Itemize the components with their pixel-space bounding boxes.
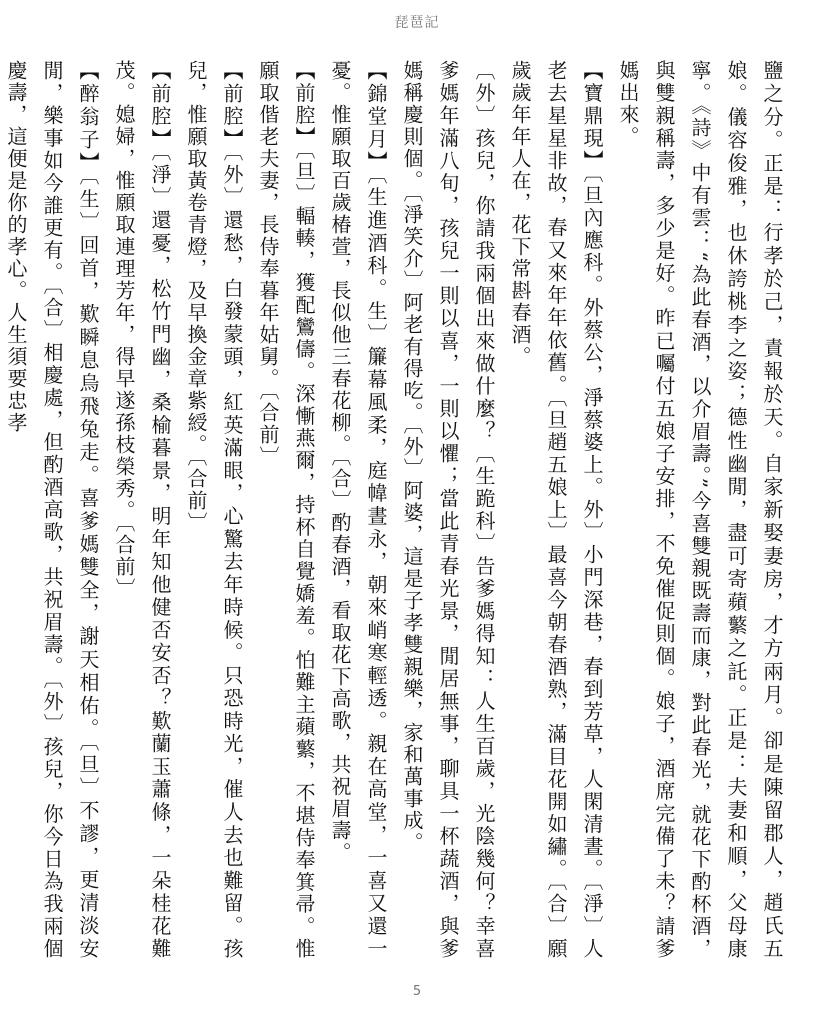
text-paragraph: 〔外〕孩兒，你請我兩個出來做什麼？〔生跪科〕告爹媽得知：人生百歲，光陰幾何？幸喜爹媽年滿八旬，孩兒一則以喜，一則以懼；當此青春光景，閒居無事，聊具一杯蔬酒，與爹媽稱慶則個。〔淨笑介〕阿老有得吃。〔外〕阿婆，這是子孝雙親樂，家和萬事成。 [400, 60, 496, 960]
vertical-text-body [4, 60, 790, 960]
text-paragraph: 【前腔】〔旦〕輻輳，獲配鸞儔。深慚燕爾，持杯自覺嬌羞。怕難主蘋蘩，不堪侍奉箕帚。惟願取偕老夫妻，長侍奉暮年姑舅。〔合前〕 [256, 60, 316, 960]
text-paragraph: 【前腔】〔外〕還愁，白發蒙頭，紅英滿眼，心驚去年時候。只恐時光，催人去也難留。孩兒，惟願取黃卷青燈，及早換金章紫綬。〔合前〕 [184, 60, 244, 960]
text-paragraph: 【寶鼎現】〔旦內應科。外蔡公，淨蔡婆上。外〕小門深巷，春到芳草，人閑清晝。〔淨〕人老去星星非故，春又來年年依舊。〔旦趙五娘上〕最喜今朝春酒熟，滿目花開如繡。〔合〕願歲歲年年人在，花下常斟春酒。 [508, 60, 604, 960]
text-paragraph: 【錦堂月】〔生進酒科。生〕簾幕風柔，庭幃晝永，朝來峭寒輕透。親在高堂，一喜又還一憂。惟願取百歲椿萱，長似他三春花柳。〔合〕酌春酒，看取花下高歌，共祝眉壽。 [328, 60, 388, 960]
page-number: 5 [412, 984, 422, 999]
running-title: 琵琶記 [394, 15, 440, 31]
text-paragraph: 【前腔】〔淨〕還憂，松竹門幽，桑榆暮景，明年知他健否安否？歎蘭玉蕭條，一朵桂花難茂。媳婦，惟願取連理芳年，得早遂孫枝榮秀。〔合前〕 [112, 60, 172, 960]
text-paragraph: 【醉翁子】〔生〕回首，歎瞬息烏飛兔走。喜爹媽雙全，謝天相佑。〔旦〕不謬，更清淡安閒，樂事如今誰更有。〔合〕相慶處，但酌酒高歌，共祝眉壽。〔外〕孩兒，你今日為我兩個慶壽，這便是你的孝心。人生須要忠孝 [4, 60, 100, 960]
text-paragraph: 鹽之分。正是：行孝於己，責報於天。自家新娶妻房，才方兩月。卻是陳留郡人，趙氏五娘。儀容俊雅，也休誇桃李之姿；德性幽閒，盡可寄蘋蘩之託。正是：夫妻和順，父母康寧。《詩》中有雲：“為此春酒，以介眉壽。”今喜雙親既壽而康，對此春光，就花下酌杯酒，與雙親稱壽，多少是好。昨已囑付五娘子安排，不免催促則個。娘子，酒席完備了未？請爹媽出來。 [616, 60, 784, 960]
